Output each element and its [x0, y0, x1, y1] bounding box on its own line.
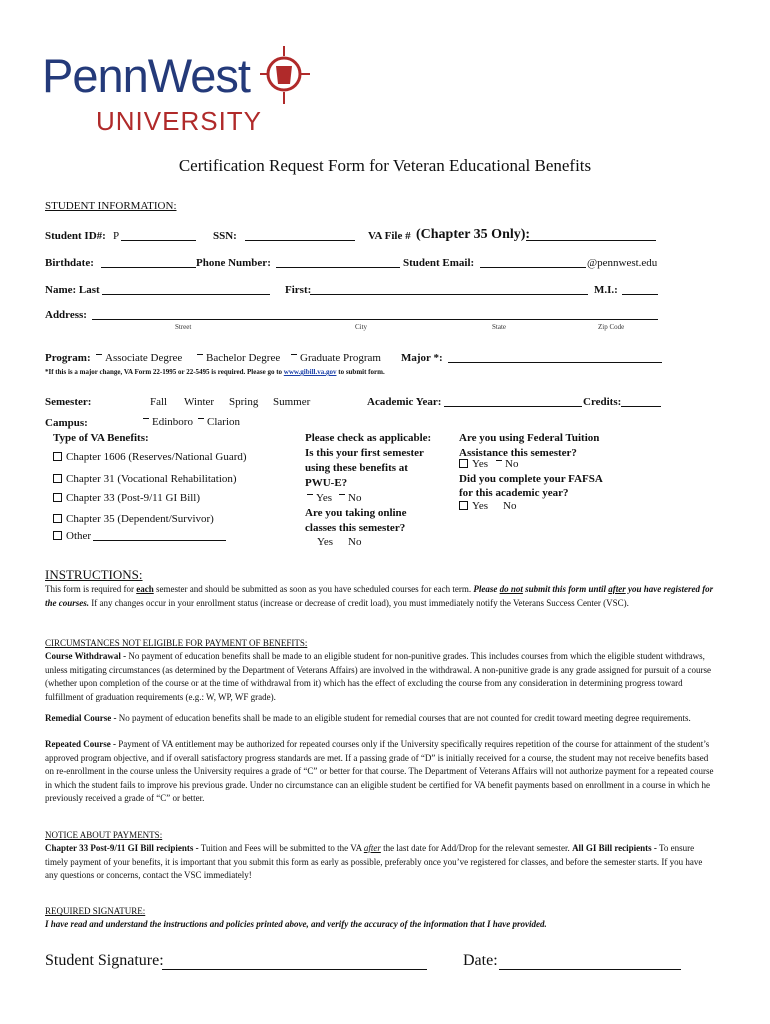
va-file-note: (Chapter 35 Only):	[416, 227, 531, 242]
mi-label: M.I.:	[594, 284, 618, 296]
academic-year-label: Academic Year:	[367, 396, 442, 408]
first-semester-no-checkbox-icon	[339, 494, 345, 495]
program-associate-option[interactable]: Associate Degree	[96, 352, 182, 364]
email-label: Student Email:	[403, 257, 475, 269]
student-signature-field[interactable]	[162, 957, 427, 970]
first-semester-question-line2: using these benefits at	[305, 462, 408, 474]
credits-field[interactable]	[621, 395, 661, 407]
chapter-31-checkbox-icon	[53, 474, 62, 483]
instructions-paragraph: This form is required for each semester and should be submitted as soon as you have scheduled courses for each term. Please do not submit this form until after you have registered for the courses. If any changes occur in your enrollment status (increase or decrease of credit load), you must immediately notify the Veterans Success Center (VSC).	[45, 584, 714, 608]
chapter-33-checkbox-icon	[53, 493, 62, 502]
student-signature-label: Student Signature:	[45, 952, 164, 969]
semester-spring-option[interactable]: Spring	[229, 396, 259, 408]
clarion-checkbox-icon	[198, 418, 204, 419]
logo-wordmark: PennWest	[42, 49, 250, 102]
fafsa-question-line2: for this academic year?	[459, 487, 569, 499]
tuition-yes-checkbox-icon	[459, 459, 468, 468]
semester-winter-option[interactable]: Winter	[184, 396, 215, 408]
remedial-course-paragraph: Remedial Course - No payment of education benefits shall be made to an eligible student for remedial courses that are not counted for credit toward meeting degree requirements.	[45, 713, 691, 723]
last-name-field[interactable]	[102, 283, 270, 295]
date-field[interactable]	[499, 957, 681, 970]
program-bachelor-option[interactable]: Bachelor Degree	[197, 352, 280, 364]
birthdate-label: Birthdate:	[45, 257, 94, 269]
check-applicable-heading: Please check as applicable:	[305, 432, 432, 444]
address-city-caption: City	[355, 323, 368, 331]
student-id-label: Student ID#:	[45, 230, 106, 242]
date-label: Date:	[463, 952, 498, 969]
address-state-caption: State	[492, 323, 506, 331]
address-field[interactable]	[92, 308, 658, 320]
circumstances-heading: CIRCUMSTANCES NOT ELIGIBLE FOR PAYMENT OF BENEFITS:	[45, 638, 308, 648]
tuition-no-checkbox-icon	[496, 460, 502, 461]
benefit-other-field[interactable]	[93, 529, 226, 541]
campus-edinboro-option[interactable]: Edinboro	[143, 416, 193, 428]
major-field[interactable]	[448, 351, 662, 363]
student-id-field[interactable]	[121, 229, 196, 241]
campus-label: Campus:	[45, 417, 88, 429]
tuition-assistance-no[interactable]: No	[496, 458, 518, 470]
va-file-field[interactable]	[526, 229, 656, 241]
fafsa-yes-checkbox-icon	[459, 501, 468, 510]
online-classes-yes[interactable]: Yes	[317, 536, 334, 548]
chapter-1606-checkbox-icon	[53, 452, 62, 461]
first-semester-question-line1: Is this your first semester	[305, 447, 424, 459]
benefit-other[interactable]: Other	[53, 530, 91, 542]
fafsa-question-line1: Did you complete your FAFSA	[459, 473, 603, 485]
va-benefits-label: Type of VA Benefits:	[53, 432, 149, 444]
address-label: Address:	[45, 309, 87, 321]
semester-label: Semester:	[45, 396, 92, 408]
benefit-chapter-35[interactable]: Chapter 35 (Dependent/Survivor)	[53, 513, 214, 525]
phone-field[interactable]	[276, 256, 400, 268]
instructions-heading: INSTRUCTIONS:	[45, 567, 143, 582]
academic-year-field[interactable]	[444, 395, 582, 407]
first-semester-question-line3: PWU-E?	[305, 477, 348, 489]
phone-label: Phone Number:	[196, 257, 271, 269]
graduate-checkbox-icon	[291, 354, 297, 355]
ssn-field[interactable]	[245, 229, 355, 241]
notice-payments-paragraph: Chapter 33 Post-9/11 GI Bill recipients - Tuition and Fees will be submitted to the VA after the last date for Add/Drop for the relevant semester. All GI Bill recipients - To ensure timely payment of your benefits, it is important that you submit this form as early as possible, preferably once you’ve registered for classes, and before the semester starts. If you have any questions or concerns, contact the VSC immediately!	[45, 843, 703, 880]
online-classes-question-line2: classes this semester?	[305, 522, 406, 534]
student-id-prefix: P	[113, 230, 120, 242]
ssn-label: SSN:	[213, 230, 237, 242]
address-street-caption: Street	[175, 323, 192, 331]
benefit-chapter-1606[interactable]: Chapter 1606 (Reserves/National Guard)	[53, 451, 247, 463]
first-name-field[interactable]	[310, 283, 588, 295]
notice-payments-heading: NOTICE ABOUT PAYMENTS:	[45, 830, 163, 840]
tuition-assistance-question-line2: Assistance this semester?	[459, 447, 577, 459]
email-field[interactable]	[480, 256, 586, 268]
email-domain: @pennwest.edu	[587, 257, 658, 269]
bachelor-checkbox-icon	[197, 354, 203, 355]
major-change-note: *If this is a major change, VA Form 22-1995 or 22-5495 is required. Please go to www.gibill.va.gov to submit form.	[45, 368, 385, 376]
gibill-link[interactable]: www.gibill.va.gov	[283, 368, 337, 376]
birthdate-field[interactable]	[101, 256, 196, 268]
logo-university: UNIVERSITY	[96, 106, 263, 136]
campus-clarion-option[interactable]: Clarion	[198, 416, 240, 428]
page-title: Certification Request Form for Veteran Educational Benefits	[178, 156, 592, 175]
repeated-course-paragraph: Repeated Course - Payment of VA entitlement may be authorized for repeated courses only if the University specifically requires repetition of the course for attainment of the student’s approved program objective, and if overall satisfactory progress standards are met. If a passing grade of “D” is initially received for a course, the student may not receive benefits based on re-enrollment in the course unless the University requires a grade of “C” or better for that course. The Department of Veterans Affairs will not authorize payment for a repeated course in which the student fails to improve his previous grade. Under no circumstance can an eligible student be certified for VA benefit payments based on enrollment in a course in which he previously received a grade of “C” or better.	[45, 739, 714, 803]
student-info-heading: STUDENT INFORMATION:	[45, 200, 177, 212]
first-semester-no[interactable]: No	[339, 492, 361, 504]
associate-checkbox-icon	[96, 354, 102, 355]
name-last-label: Name: Last	[45, 284, 100, 296]
signature-statement: I have read and understand the instructions and policies printed above, and verify the accuracy of the information that I have provided.	[45, 919, 547, 929]
semester-summer-option[interactable]: Summer	[273, 396, 311, 408]
major-label: Major *:	[401, 352, 443, 364]
address-zip-caption: Zip Code	[598, 323, 625, 331]
edinboro-checkbox-icon	[143, 418, 149, 419]
benefit-chapter-31[interactable]: Chapter 31 (Vocational Rehabilitation)	[53, 473, 237, 485]
tuition-assistance-question-line1: Are you using Federal Tuition	[459, 432, 600, 444]
va-file-label: VA File #	[368, 230, 411, 242]
first-semester-yes[interactable]: Yes	[307, 492, 332, 504]
online-classes-question-line1: Are you taking online	[305, 507, 407, 519]
other-checkbox-icon	[53, 531, 62, 540]
fafsa-yes[interactable]: Yes	[459, 500, 488, 512]
program-graduate-option[interactable]: Graduate Program	[291, 352, 381, 364]
benefit-chapter-33[interactable]: Chapter 33 (Post-9/11 GI Bill)	[53, 492, 200, 504]
online-classes-no[interactable]: No	[348, 536, 362, 548]
program-label: Program:	[45, 352, 91, 364]
fafsa-no[interactable]: No	[503, 500, 517, 512]
tuition-assistance-yes[interactable]: Yes	[459, 458, 488, 470]
first-semester-yes-checkbox-icon	[307, 494, 313, 495]
keystone-logo-icon	[256, 44, 314, 108]
chapter-35-checkbox-icon	[53, 514, 62, 523]
credits-label: Credits:	[583, 396, 622, 408]
semester-fall-option[interactable]: Fall	[150, 396, 168, 408]
required-signature-heading: REQUIRED SIGNATURE:	[45, 906, 146, 916]
mi-field[interactable]	[622, 283, 658, 295]
course-withdrawal-paragraph: Course Withdrawal - No payment of education benefits shall be made to an eligible student for non-punitive grades. This includes courses from which the eligible student withdraws, unless mitigating circumstances (as determined by the Department of Veterans Affairs) are involved in the withdrawal. A non-punitive grade is any grade assigned for pursuit of a course (whether upon completion of the course or at the time of withdrawal from it) which has the effect of excluding the course from any consideration in determining progress toward fulfillment of graduation requirements (e.g.: W, WP, WF grade).	[45, 651, 711, 702]
first-name-label: First:	[285, 284, 312, 296]
